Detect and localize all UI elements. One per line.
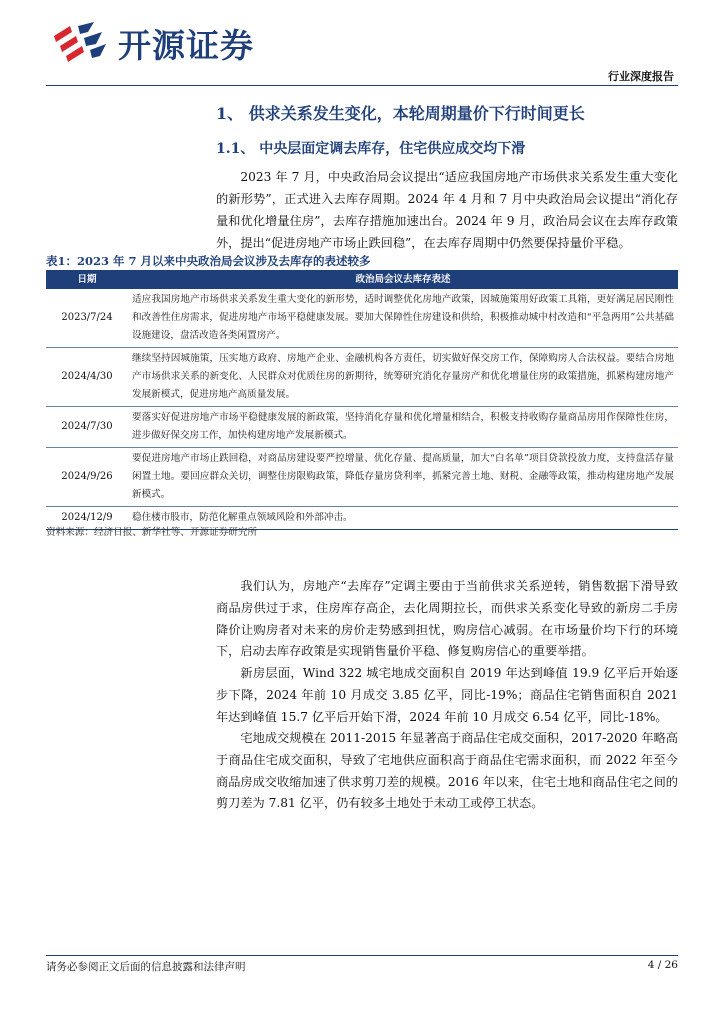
table-row — [46, 348, 678, 407]
row-date: 2023/7/24 — [46, 289, 128, 348]
page-number: 4 / 26 — [647, 959, 678, 971]
body-paragraph: 新房层面，Wind 322 城宅地成交面积自 2019 年达到峰值 19.9 亿平后开始逐步下降，2024 年前 10 月成交 3.85 亿平，同比-19%；商品住宅销售面积自 2021 年达到峰值 15.7 亿平后开始下滑，2024 年前 10 月成交 6.54 亿平，同比-18%。 — [216, 666, 678, 724]
document-type: 行业深度报告 — [608, 70, 674, 83]
table-row — [46, 448, 678, 507]
row-date: 2024/4/30 — [46, 348, 128, 407]
intro-paragraph: 2023 年 7 月，中央政治局会议提出“适应我国房地产市场供求关系发生重大变化的新形势”，正式进入去库存周期。2024 年 4 月和 7 月中央政治局会议提出“消化存量和优化增量住房”，去库存措施加速出台。2024 年 9 月，政治局会议在去库存政策外，提出“促进房地产市场止跌回稳”，在去库存周期中仍然要保持量价平稳。 — [216, 170, 678, 250]
row-date: 2024/9/26 — [46, 448, 128, 507]
table-title: 表1：2023 年 7 月以来中央政治局会议涉及去库存的表述较多 — [46, 254, 371, 268]
column-header-date: 日期 — [46, 270, 128, 289]
kaiyuan-logo-icon — [50, 22, 108, 62]
table-row — [46, 289, 678, 348]
row-date: 2024/7/30 — [46, 407, 128, 448]
body-paragraph: 我们认为，房地产“去库存”定调主要由于当前供求关系逆转，销售数据下滑导致商品房供过于求，住房库存高企，去化周期拉长，而供求关系变化导致的新房二手房降价让购房者对未来的房价走势感到担忧，购房信心减弱。在市场量价均下行的环境下，启动去库存政策是实现销售量价平稳、修复购房信心的重要举措。 — [216, 579, 678, 659]
body-paragraph: 宅地成交规模在 2011-2015 年显著高于商品住宅成交面积，2017-2020 年略高于商品住宅成交面积，导致了宅地供应面积高于商品住宅需求面积，而 2022 年至今商品房成交收缩加速了供求剪刀差的规模。2016 年以来，住宅土地和商品住宅之间的剪刀差为 7.81 亿平，仍有较多土地处于未动工或停工状态。 — [216, 731, 678, 811]
table-header-row — [46, 270, 678, 289]
row-statement: 要落实好促进房地产市场平稳健康发展的新政策，坚持消化存量和优化增量相结合，积极支持收购存量商品房用作保障性住房，进步做好保交房工作，加快构建房地产发展新模式。 — [128, 407, 678, 448]
brand-name: 开源证券 — [118, 26, 254, 65]
row-date: 2024/12/9 — [46, 507, 128, 530]
row-statement: 适应我国房地产市场供求关系发生重大变化的新形势，适时调整优化房地产政策，因城施策用好政策工具箱，更好满足居民刚性和改善性住房需求，促进房地产市场平稳健康发展。要加大保障性住房建设和供给，积极推动城中村改造和“平急两用”公共基础设施建设，盘活改造各类闲置房产。 — [128, 289, 678, 348]
row-statement: 稳住楼市股市，防范化解重点领域风险和外部冲击。 — [128, 507, 678, 530]
header-divider — [46, 85, 678, 86]
footer-disclaimer: 请务必参阅正文后面的信息披露和法律声明 — [46, 961, 246, 973]
row-statement: 要促进房地产市场止跌回稳，对商品房建设要严控增量、优化存量、提高质量，加大“白名单”项目贷款投放力度，支持盘活存量闲置土地。要回应群众关切，调整住房限购政策，降低存量房贷利率，抓紧完善土地、财税、金融等政策，推动构建房地产发展新模式。 — [128, 448, 678, 507]
policy-table — [46, 270, 678, 530]
footer-divider — [46, 955, 678, 956]
table-row — [46, 407, 678, 448]
column-header-statement: 政治局会议去库存表述 — [128, 270, 678, 289]
section-heading: 1、 供求关系发生变化，本轮周期量价下行时间更长 — [216, 104, 585, 123]
table-source: 资料来源：经济日报、新华社等、开源证券研究所 — [46, 527, 258, 538]
row-statement: 继续坚持因城施策，压实地方政府、房地产企业、金融机构各方责任，切实做好保交房工作，保障购房人合法权益。要结合房地产市场供求关系的新变化、人民群众对优质住房的新期待，统筹研究消化存量房产和优化增量住房的政策措施，抓紧构建房地产发展新模式，促进房地产高质量发展。 — [128, 348, 678, 407]
subsection-heading: 1.1、 中央层面定调去库存，住宅供应成交均下滑 — [216, 141, 526, 157]
